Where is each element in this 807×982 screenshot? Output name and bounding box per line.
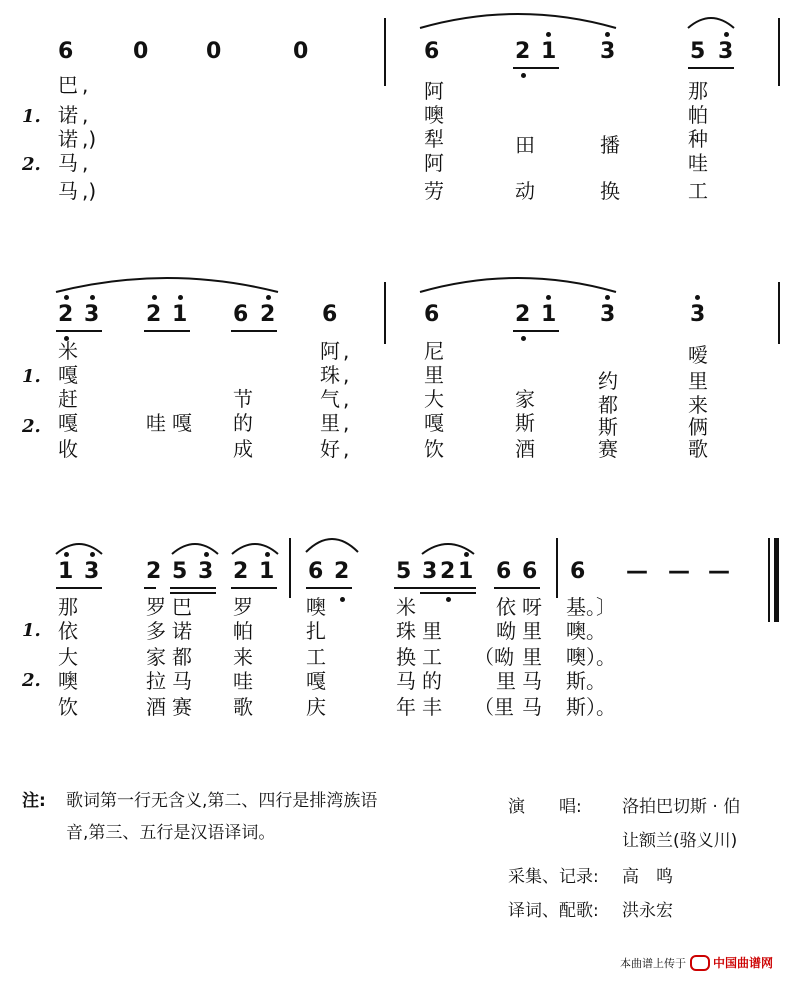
lyric: 成 — [233, 437, 253, 461]
lyric: 里 — [496, 669, 516, 693]
lyric-punct: , — [82, 103, 89, 127]
beam — [494, 587, 540, 589]
beam — [306, 587, 352, 589]
lyric: 嘎 — [306, 669, 326, 693]
barline — [778, 18, 780, 86]
lyric-punct: , — [343, 411, 350, 435]
note: 5 — [172, 559, 188, 584]
lyric: 那 — [58, 595, 78, 619]
lyric-punct: , — [343, 437, 350, 461]
note: — — [626, 559, 648, 584]
lyric: 扎 — [306, 619, 326, 643]
slur — [418, 6, 618, 32]
beam — [513, 330, 559, 332]
lyric: 播 — [600, 133, 620, 157]
beam — [394, 587, 476, 589]
note: 0 — [293, 39, 309, 64]
lyric: 的 — [233, 411, 253, 435]
lyric: 马 — [58, 179, 78, 203]
lyric: 饮 — [424, 437, 444, 461]
lyric: 动 — [515, 179, 535, 203]
lyric: 饮 — [58, 695, 78, 719]
watermark-logo: 中国曲谱网 — [713, 956, 774, 970]
lyric: 赶 — [58, 387, 78, 411]
note: 2 — [233, 559, 249, 584]
lyric: 马 — [396, 669, 416, 693]
lyric: 来 — [233, 645, 253, 669]
lyric-punct: , — [82, 73, 89, 97]
lyric: 气 — [320, 387, 340, 411]
lyric: 哇 — [146, 411, 166, 435]
lyric: （呦 — [474, 645, 514, 669]
lyric: 拉 — [146, 669, 166, 693]
lyric: 马 — [522, 695, 542, 719]
slur — [230, 536, 280, 558]
verse-number: 2. — [22, 670, 41, 691]
note: 6 — [570, 559, 586, 584]
octave-dot — [521, 73, 526, 78]
slur — [420, 536, 476, 558]
lyric: 里 — [688, 369, 708, 393]
lyric: 年 — [396, 695, 416, 719]
lyric: 丰 — [422, 695, 442, 719]
note: 1 — [58, 559, 74, 584]
beam — [144, 587, 156, 589]
octave-dot — [446, 597, 451, 602]
lyric: 噢 — [306, 595, 326, 619]
lyric: 歌 — [688, 437, 708, 461]
note: 2 — [146, 559, 162, 584]
lyric: 的 — [422, 669, 442, 693]
note-text-line1: 歌词第一行无含义,第二、四行是排湾族语 — [66, 791, 378, 811]
lyric: 基。〕 — [566, 595, 616, 619]
note: 5 — [690, 39, 706, 64]
note-label: 注: — [22, 791, 46, 811]
lyric: 罗 — [233, 595, 253, 619]
note: 6 — [424, 302, 440, 327]
slur — [54, 536, 104, 558]
lyric: 噢 — [58, 669, 78, 693]
lyric: 田 — [515, 133, 535, 157]
lyric: 阿 — [424, 151, 444, 175]
note: 2 — [440, 559, 456, 584]
barline — [778, 282, 780, 344]
lyric: 斯 — [515, 411, 535, 435]
lyric-punct: , — [343, 387, 350, 411]
note: 6 — [496, 559, 512, 584]
lyric-punct: ,) — [82, 127, 97, 151]
watermark — [620, 954, 773, 971]
lyric: 巴 — [58, 73, 78, 97]
lyric: 好 — [320, 437, 340, 461]
barline — [556, 538, 558, 598]
lyric-punct: , — [343, 339, 350, 363]
beam — [56, 330, 102, 332]
lyric: 都 — [598, 393, 618, 417]
watermark-text: 本曲谱上传于 — [620, 956, 686, 970]
octave-dot — [605, 32, 610, 37]
slur — [304, 530, 360, 556]
beam — [170, 592, 216, 594]
lyric: 嘎 — [58, 411, 78, 435]
note: 2 — [146, 302, 162, 327]
lyric: 歌 — [233, 695, 253, 719]
note: 6 — [322, 302, 338, 327]
note: — — [668, 559, 690, 584]
lyric: 工 — [422, 645, 442, 669]
verse-number: 2. — [22, 154, 41, 175]
verse-number: 2. — [22, 416, 41, 437]
lyric: 换 — [600, 179, 620, 203]
note: 3 — [718, 39, 734, 64]
lyric: 劳 — [424, 179, 444, 203]
collect-label: 采集、记录: — [508, 867, 599, 887]
octave-dot — [340, 597, 345, 602]
octave-dot — [546, 32, 551, 37]
singer-name-line2: 让额兰(骆义川) — [622, 831, 738, 851]
lyric: 来 — [688, 393, 708, 417]
note: 3 — [600, 39, 616, 64]
note: 5 — [396, 559, 412, 584]
lyric: 多 — [146, 619, 166, 643]
lyric: 里 — [522, 619, 542, 643]
note: 1 — [541, 39, 557, 64]
beam — [56, 587, 102, 589]
lyric: 依 — [496, 595, 516, 619]
note: 2 — [515, 302, 531, 327]
beam — [144, 330, 190, 332]
note: 6 — [308, 559, 324, 584]
note: 1 — [172, 302, 188, 327]
lyric: 那 — [688, 79, 708, 103]
lyric: 诺 — [172, 619, 192, 643]
lyric: 米 — [58, 339, 78, 363]
translate-name: 洪永宏 — [622, 901, 673, 921]
singer-name-line1: 洛拍巴切斯 · 伯 — [622, 797, 741, 817]
note: 6 — [58, 39, 74, 64]
lyric: 噢 — [424, 103, 444, 127]
lyric: 呀 — [522, 595, 542, 619]
verse-number: 1. — [22, 620, 41, 641]
lyric: 呦 — [496, 619, 516, 643]
octave-dot — [521, 336, 526, 341]
lyric-punct: , — [82, 151, 89, 175]
note: 0 — [206, 39, 222, 64]
barline — [768, 538, 770, 622]
lyric: 都 — [172, 645, 192, 669]
note: 6 — [424, 39, 440, 64]
lyric: 大 — [424, 387, 444, 411]
lyric-punct: ,) — [82, 179, 97, 203]
lyric: 种 — [688, 127, 708, 151]
lyric: 家 — [146, 645, 166, 669]
lyric: 马 — [58, 151, 78, 175]
note: 2 — [334, 559, 350, 584]
note: 1 — [259, 559, 275, 584]
lyric: 酒 — [146, 695, 166, 719]
note: 3 — [84, 559, 100, 584]
note: 2 — [515, 39, 531, 64]
note: 0 — [133, 39, 149, 64]
lyric: 大 — [58, 645, 78, 669]
lyric: 尼 — [424, 339, 444, 363]
note: 2 — [58, 302, 74, 327]
beam — [688, 67, 734, 69]
collect-name: 高 鸣 — [622, 867, 673, 887]
lyric: 换 — [396, 645, 416, 669]
barline — [289, 538, 291, 598]
lyric: 马 — [172, 669, 192, 693]
barline — [384, 282, 386, 344]
note: 2 — [260, 302, 276, 327]
lyric: 阿 — [320, 339, 340, 363]
beam — [170, 587, 216, 589]
lyric: 约 — [598, 369, 618, 393]
lyric: （里 — [474, 695, 514, 719]
octave-dot — [695, 295, 700, 300]
slur — [686, 10, 736, 32]
lyric: 珠 — [320, 363, 340, 387]
lyric: 阿 — [424, 79, 444, 103]
lyric: 里 — [422, 619, 442, 643]
lyric: 庆 — [306, 695, 326, 719]
verse-number: 1. — [22, 106, 41, 127]
singer-label: 演 唱: — [508, 797, 582, 817]
lyric: 帕 — [233, 619, 253, 643]
lyric: 嘎 — [172, 411, 192, 435]
lyric: 里 — [424, 363, 444, 387]
site-logo-icon — [690, 955, 710, 971]
slur — [170, 536, 220, 558]
lyric-punct: , — [343, 363, 350, 387]
note: — — [708, 559, 730, 584]
note: 1 — [541, 302, 557, 327]
note: 1 — [458, 559, 474, 584]
lyric: 诺 — [58, 127, 78, 151]
slur — [54, 270, 280, 296]
beam — [231, 587, 277, 589]
lyric: 里 — [522, 645, 542, 669]
beam — [231, 330, 277, 332]
lyric: 工 — [688, 179, 708, 203]
lyric: 收 — [58, 437, 78, 461]
note-text-line2: 音,第三、五行是汉语译词。 — [66, 823, 276, 843]
lyric: 工 — [306, 645, 326, 669]
translate-label: 译词、配歌: — [508, 901, 599, 921]
lyric: 噢）。 — [566, 645, 616, 669]
lyric: 斯）。 — [566, 695, 616, 719]
barline — [384, 18, 386, 86]
lyric: 嘎 — [58, 363, 78, 387]
note: 3 — [690, 302, 706, 327]
note: 3 — [422, 559, 438, 584]
lyric: 哇 — [688, 151, 708, 175]
lyric: 巴 — [172, 595, 192, 619]
note: 6 — [522, 559, 538, 584]
lyric: 里 — [320, 411, 340, 435]
final-barline — [774, 538, 779, 622]
note: 3 — [198, 559, 214, 584]
note: 3 — [84, 302, 100, 327]
beam — [420, 592, 476, 594]
octave-dot — [724, 32, 729, 37]
lyric: 家 — [515, 387, 535, 411]
lyric: 斯 — [598, 415, 618, 439]
lyric: 依 — [58, 619, 78, 643]
lyric: 帕 — [688, 103, 708, 127]
lyric: 米 — [396, 595, 416, 619]
beam — [513, 67, 559, 69]
note: 3 — [600, 302, 616, 327]
lyric: 嗳 — [688, 343, 708, 367]
lyric: 噢。 — [566, 619, 606, 643]
lyric: 赛 — [172, 695, 192, 719]
verse-number: 1. — [22, 366, 41, 387]
slur — [418, 270, 618, 296]
lyric: 哇 — [233, 669, 253, 693]
lyric: 酒 — [515, 437, 535, 461]
lyric: 赛 — [598, 437, 618, 461]
lyric: 诺 — [58, 103, 78, 127]
lyric: 斯。 — [566, 669, 606, 693]
lyric: 俩 — [688, 415, 708, 439]
lyric: 嘎 — [424, 411, 444, 435]
lyric: 马 — [522, 669, 542, 693]
lyric: 珠 — [396, 619, 416, 643]
lyric: 犁 — [424, 127, 444, 151]
lyric: 节 — [233, 387, 253, 411]
note: 6 — [233, 302, 249, 327]
lyric: 罗 — [146, 595, 166, 619]
